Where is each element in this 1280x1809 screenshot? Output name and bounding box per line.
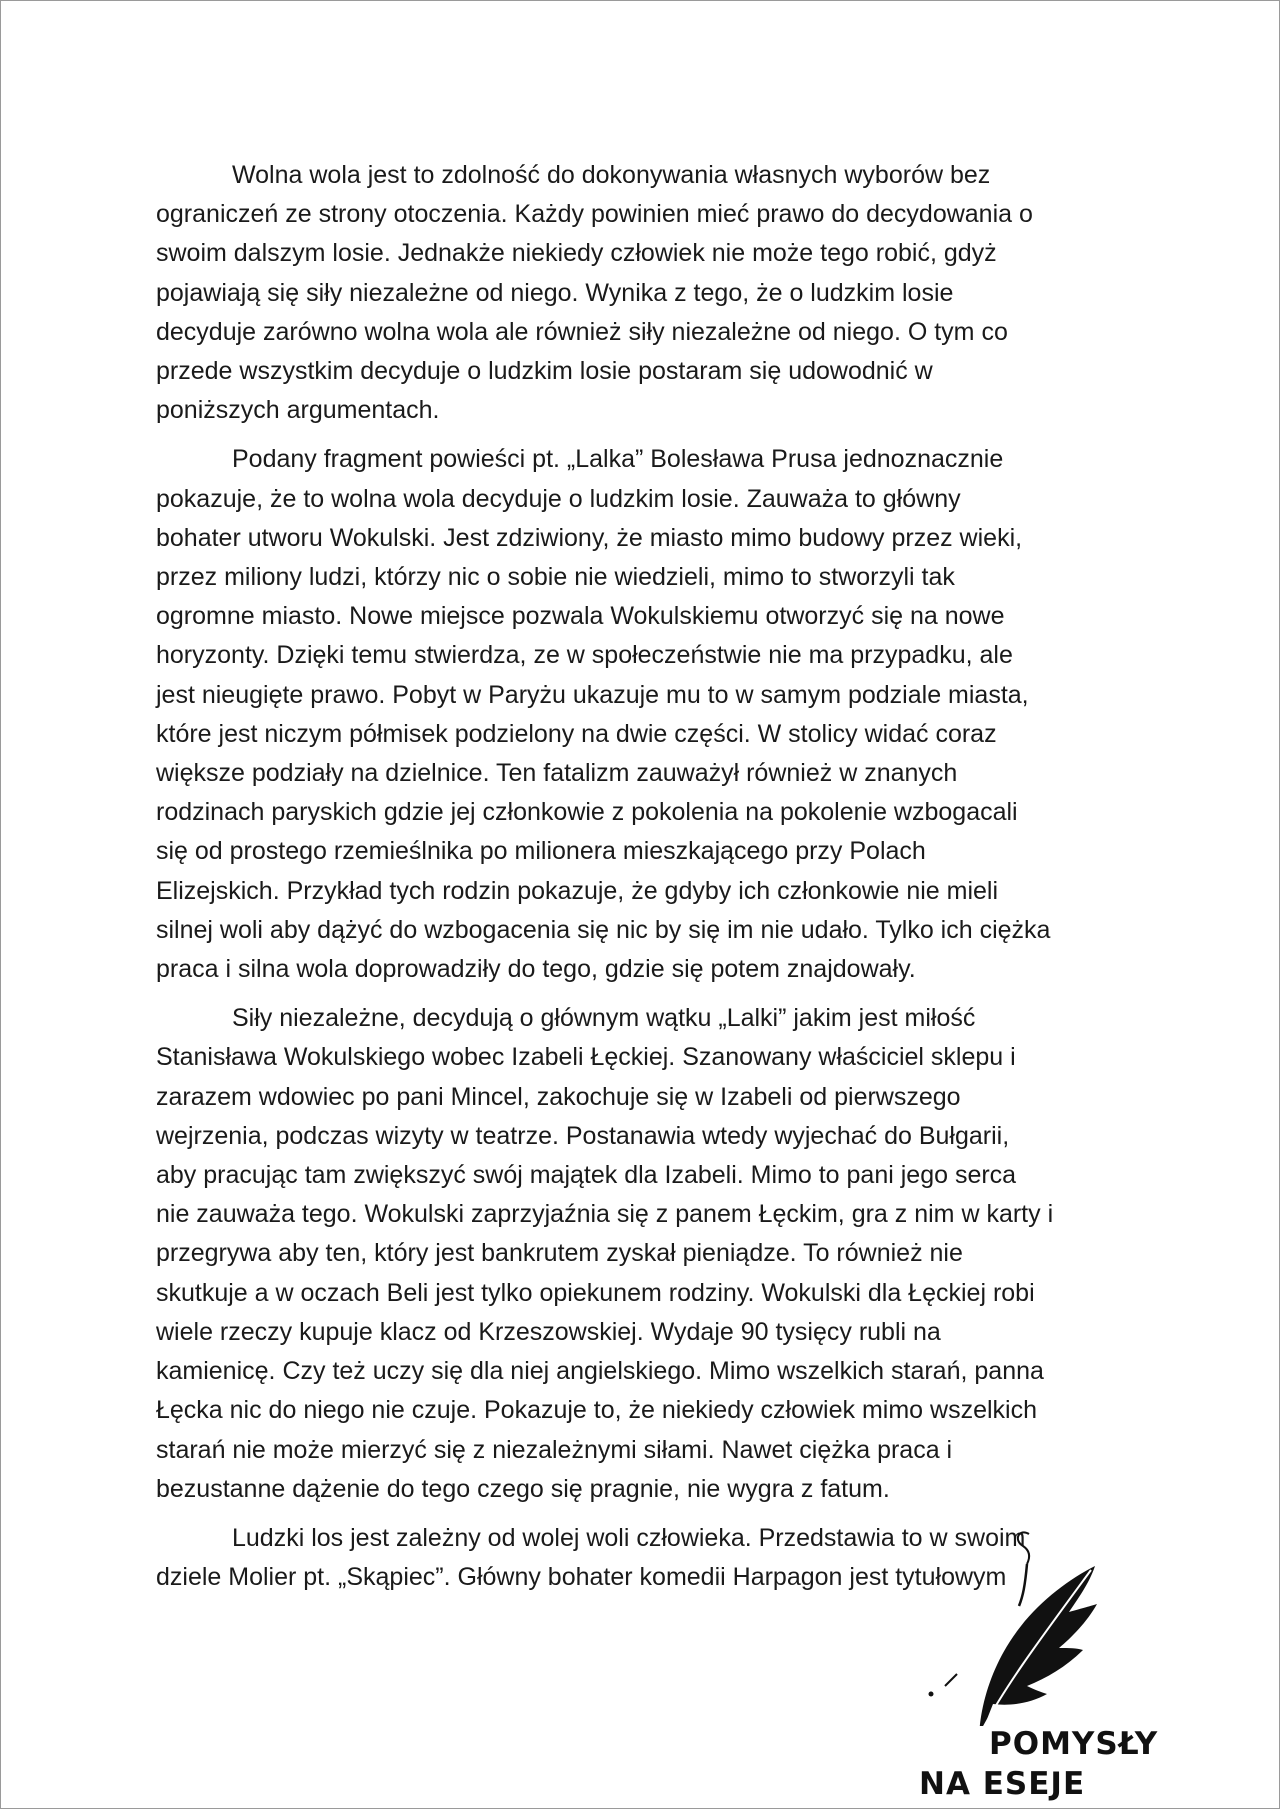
text-line: Elizejskich. Przykład tych rodzin pokazuje, że gdyby ich członkowie nie mieli bbox=[156, 876, 999, 905]
text-line: przez miliony ludzi, którzy nic o sobie nie wiedzieli, mimo to stworzyli tak bbox=[156, 563, 955, 592]
text-line: swoim dalszym losie. Jednakże niekiedy człowiek nie może tego robić, gdyż bbox=[156, 239, 997, 268]
site-logo bbox=[901, 1526, 1159, 1806]
text-line: pojawiają się siły niezależne od niego. Wynika z tego, że o ludzkim losie bbox=[156, 278, 954, 307]
text-line: decyduje zarówno wolna wola ale również siły niezależne od niego. O tym co bbox=[156, 317, 1008, 346]
text-line: wiele rzeczy kupuje klacz od Krzeszowskiej. Wydaje 90 tysięcy rubli na bbox=[156, 1317, 941, 1346]
text-line: ogromne miasto. Nowe miejsce pozwala Wokulskiemu otworzyć się na nowe bbox=[156, 602, 1005, 631]
text-line: dziele Molier pt. „Skąpiec”. Główny bohater komedii Harpagon jest tytułowym bbox=[156, 1563, 1007, 1592]
text-line: horyzonty. Dzięki temu stwierdza, ze w społeczeństwie nie ma przypadku, ale bbox=[156, 641, 1013, 670]
text-line: przede wszystkim decyduje o ludzkim losie postaram się udowodnić w bbox=[156, 357, 933, 386]
text-line: które jest niczym półmisek podzielony na dwie części. W stolicy widać coraz bbox=[156, 719, 997, 748]
logo-line-2: NA ESEJE bbox=[919, 1766, 1086, 1802]
text-line: praca i silna wola doprowadziły do tego, gdzie się potem znajdowały. bbox=[156, 955, 916, 984]
text-line: Podany fragment powieści pt. „Lalka” Bolesława Prusa jednoznacznie bbox=[232, 445, 1004, 474]
text-line: bohater utworu Wokulski. Jest zdziwiony, że miasto mimo budowy przez wieki, bbox=[156, 523, 1023, 552]
text-line: Siły niezależne, decydują o głównym wątku „Lalki” jakim jest miłość bbox=[232, 1004, 976, 1033]
text-line: większe podziały na dzielnice. Ten fatalizm zauważył również w znanych bbox=[156, 759, 958, 788]
text-line: przegrywa aby ten, który jest bankrutem zyskał pieniądze. To również nie bbox=[156, 1239, 963, 1268]
quill-icon bbox=[901, 1526, 1141, 1726]
text-line: aby pracując tam zwiększyć swój majątek dla Izabeli. Mimo to pani jego serca bbox=[156, 1161, 1017, 1190]
text-line: silnej woli aby dążyć do wzbogacenia się nic by się im nie udało. Tylko ich ciężka bbox=[156, 915, 1051, 944]
logo-line-1: POMYSŁY bbox=[989, 1726, 1159, 1762]
text-line: nie zauważa tego. Wokulski zaprzyjaźnia się z panem Łęckim, gra z nim w karty i bbox=[156, 1200, 1054, 1229]
text-line: Łęcka nic do niego nie czuje. Pokazuje to, że niekiedy człowiek mimo wszelkich bbox=[156, 1396, 1037, 1425]
text-line: Ludzki los jest zależny od wolej woli człowieka. Przedstawia to w swoim bbox=[232, 1523, 1026, 1552]
text-line: rodzinach paryskich gdzie jej członkowie z pokolenia na pokolenie wzbogacali bbox=[156, 798, 1018, 827]
text-line: kamienicę. Czy też uczy się dla niej angielskiego. Mimo wszelkich starań, panna bbox=[156, 1357, 1044, 1386]
essay-paragraph bbox=[156, 156, 1131, 430]
text-line: bezustanne dążenie do tego czego się pragnie, nie wygra z fatum. bbox=[156, 1474, 890, 1503]
text-line: ograniczeń ze strony otoczenia. Każdy powinien mieć prawo do decydowania o bbox=[156, 200, 1033, 229]
text-line: pokazuje, że to wolna wola decyduje o ludzkim losie. Zauważa to główny bbox=[156, 484, 961, 513]
essay-paragraph bbox=[156, 440, 1131, 989]
text-line: poniższych argumentach. bbox=[156, 396, 440, 425]
essay-body bbox=[156, 156, 1131, 1607]
essay-paragraph bbox=[156, 999, 1131, 1509]
text-line: Wolna wola jest to zdolność do dokonywania własnych wyborów bez bbox=[232, 161, 991, 189]
text-line: starań nie może mierzyć się z niezależnymi siłami. Nawet ciężka praca i bbox=[156, 1435, 953, 1464]
text-line: jest nieugięte prawo. Pobyt w Paryżu ukazuje mu to w samym podziale miasta, bbox=[156, 680, 1029, 709]
text-line: Stanisława Wokulskiego wobec Izabeli Łęckiej. Szanowany właściciel sklepu i bbox=[156, 1043, 1016, 1072]
text-line: się od prostego rzemieślnika po milionera mieszkającego przy Polach bbox=[156, 837, 926, 866]
text-line: zarazem wdowiec po pani Mincel, zakochuje się w Izabeli od pierwszego bbox=[156, 1082, 961, 1111]
text-line: wejrzenia, podczas wizyty w teatrze. Postanawia wtedy wyjechać do Bułgarii, bbox=[156, 1121, 1010, 1150]
text-line: skutkuje a w oczach Beli jest tylko opiekunem rodziny. Wokulski dla Łęckiej robi bbox=[156, 1278, 1035, 1307]
